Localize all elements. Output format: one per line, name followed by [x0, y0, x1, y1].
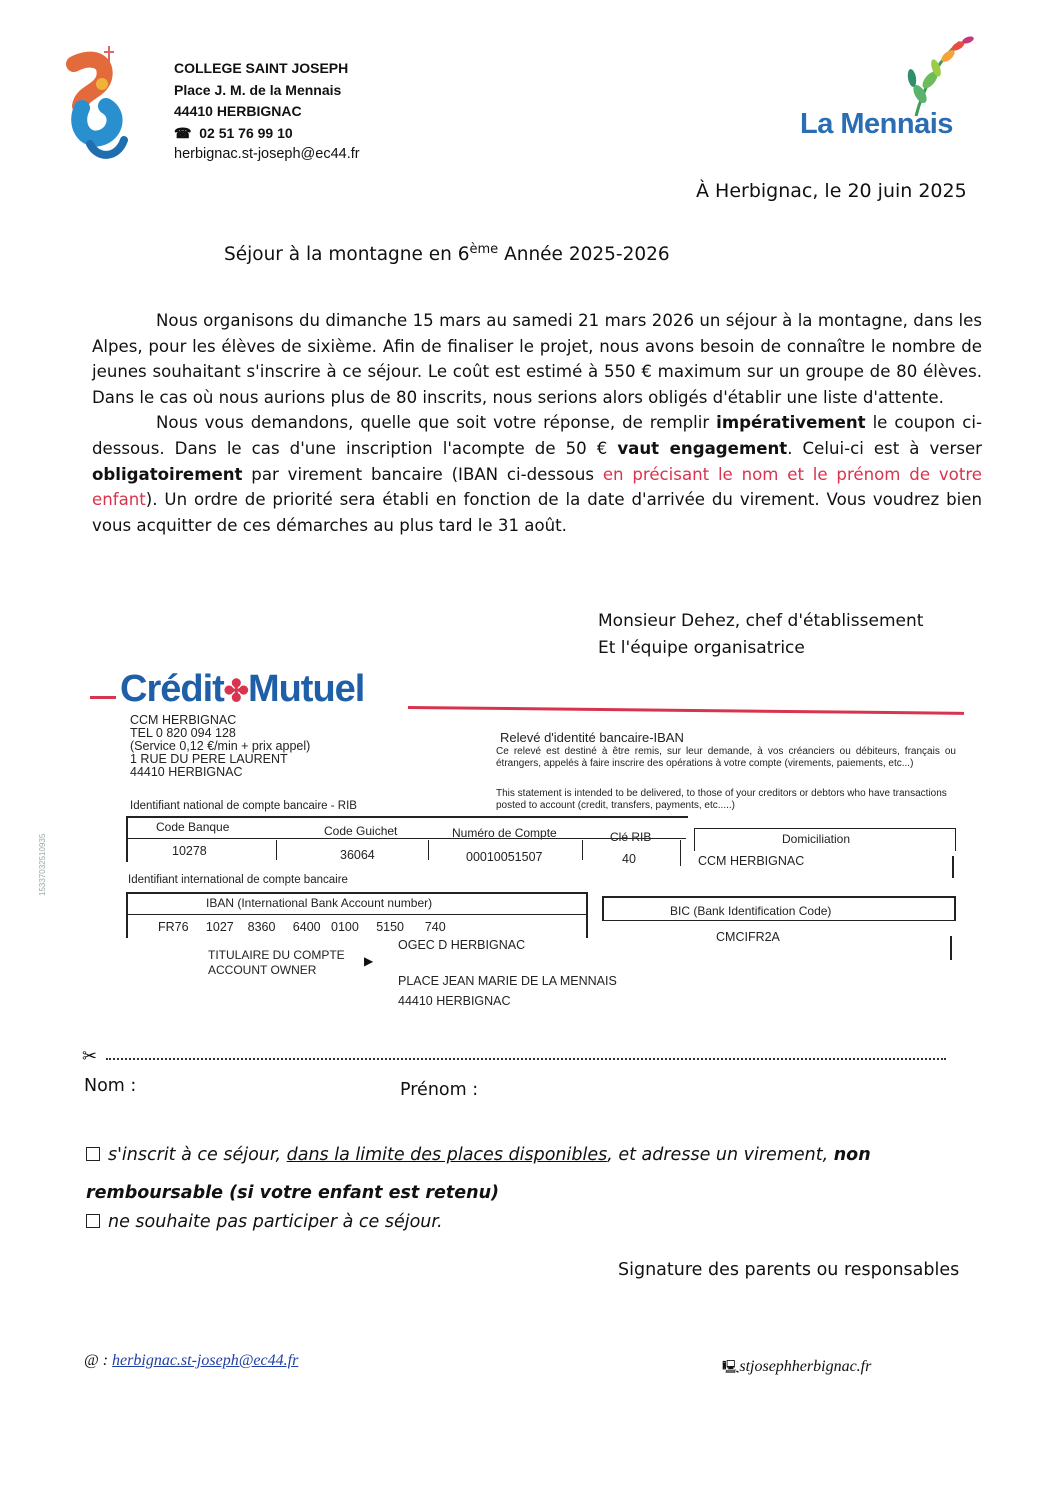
coupon-signature: Signature des parents ou responsables	[618, 1260, 960, 1280]
rib-col-sep-1	[276, 840, 277, 860]
footer-website-link[interactable]: stjosephherbignac.fr	[739, 1358, 872, 1375]
phone-icon: ☎	[174, 124, 192, 141]
footer-email: @ : herbignac.st-joseph@ec44.fr	[84, 1352, 299, 1369]
letter-body	[92, 308, 982, 538]
footer-email-link[interactable]: herbignac.st-joseph@ec44.fr	[112, 1352, 299, 1369]
val-code-guichet: 36064	[340, 848, 375, 862]
bic-value: CMCIFR2A	[716, 930, 780, 944]
owner-name: OGEC D HERBIGNAC	[398, 938, 526, 952]
school-email: herbignac.st-joseph@ec44.fr	[174, 146, 360, 162]
scissors-icon: ✂	[82, 1046, 98, 1067]
school-street: Place J. M. de la Mennais	[174, 81, 342, 98]
col-domiciliation: Domiciliation	[782, 832, 851, 846]
checkbox-inscription[interactable]	[86, 1147, 100, 1161]
school-address	[174, 58, 360, 166]
la-mennais-brand: La Mennais	[800, 108, 953, 140]
bic-right-edge	[950, 936, 952, 960]
owner-city: 44410 HERBIGNAC	[398, 994, 511, 1008]
coupon-nom-label: Nom :	[84, 1076, 137, 1096]
option-inscription[interactable]: s'inscrit à ce séjour, dans la limite des places disponibles, et adresse un virement, non remboursable (si votre enfant est retenu)	[86, 1145, 871, 1203]
col-code-guichet: Code Guichet	[324, 824, 398, 838]
bank-branch: CCM HERBIGNAC TEL 0 820 094 128 (Service 0,12 €/min + prix appel) 1 RUE DU PERE LAURENT 44410 HERBIGNAC	[130, 713, 311, 779]
owner-label: TITULAIRE DU COMPTE ACCOUNT OWNER	[208, 948, 345, 977]
val-numero-compte: 00010051507	[466, 850, 543, 864]
rib-divider	[126, 838, 686, 839]
rib-col-sep-3	[582, 840, 583, 860]
col-numero-compte: Numéro de Compte	[452, 826, 557, 840]
school-logo	[64, 44, 136, 168]
page-title: Séjour à la montagne en 6ème Année 2025-2026	[224, 242, 670, 266]
rib-label: Identifiant national de compte bancaire - RIB	[130, 800, 357, 812]
paragraph-1: Nous organisons du dimanche 15 mars au samedi 21 mars 2026 un séjour à la montagne, dans les Alpes, pour les élèves de sixième. Afin de finaliser le projet, nous avons besoin de connaître le nombre de jeunes souhaitant s'inscrire à ce séjour. Le coût est estimé à 550 € maximum sur un groupe de 80 élèves. Dans le cas où nous aurions plus de 80 inscrits, nous serions alors obligés d'établir une liste d'attente.	[92, 311, 982, 407]
owner-arrow-icon: ▶	[364, 954, 374, 968]
iban-divider	[126, 914, 586, 915]
val-domiciliation: CCM HERBIGNAC	[698, 854, 805, 868]
bank-logo-line-right	[408, 706, 964, 715]
school-phone: 02 51 76 99 10	[199, 124, 293, 141]
bank-logo-line-left	[90, 696, 116, 699]
domi-right-edge	[952, 856, 954, 878]
iban-value: FR76 1027 8360 6400 0100 5150 740	[158, 920, 446, 934]
col-code-banque: Code Banque	[156, 820, 230, 834]
val-code-banque: 10278	[172, 844, 207, 858]
paragraph-2: Nous vous demandons, quelle que soit votre réponse, de remplir impérativement le coupon ci-dessous. Dans le cas d'une inscription l'acompte de 50 € vaut engagement. Celui-ci est à verser obligatoirement par virement bancaire (IBAN ci-dessous en précisant le nom et le prénom de votre enfant). Un ordre de priorité sera établi en fonction de la date d'arrivée du virement. Vous voudrez bien vous acquitter de ces démarches au plus tard le 31 août.	[92, 413, 982, 535]
col-cle-rib: Clé RIB	[610, 830, 652, 844]
la-mennais-leaf-logo	[896, 32, 976, 118]
cut-line	[106, 1058, 946, 1060]
iban-title: IBAN (International Bank Account number)	[206, 896, 433, 910]
letter-signature: Monsieur Dehez, chef d'établissement Et l'équipe organisatrice	[598, 611, 924, 658]
date-line: À Herbignac, le 20 juin 2025	[696, 180, 967, 202]
bank-logo: Crédit✤Mutuel	[120, 668, 365, 710]
coupon-prenom-label: Prénom :	[400, 1080, 479, 1100]
iban-label: Identifiant international de compte bancaire	[128, 874, 348, 886]
rib-side-code: 15337032510935	[38, 833, 47, 896]
computer-icon: 🖳	[722, 1359, 740, 1374]
rib-col-sep-4	[680, 840, 681, 866]
school-name: COLLEGE SAINT JOSEPH	[174, 60, 349, 76]
rib-desc-fr: Ce relevé est destiné à être remis, sur leur demande, à vos créanciers ou débiteurs, français ou étrangers, appelés à faire inscrire des opérations à votre compte (virements, paiements, etc...)	[496, 746, 956, 769]
bic-title: BIC (Bank Identification Code)	[670, 904, 832, 918]
checkbox-refus[interactable]	[86, 1214, 100, 1228]
rib-heading: Relevé d'identité bancaire-IBAN	[500, 730, 684, 745]
bank-logo-icon: ✤	[223, 675, 248, 708]
option-refus[interactable]: ne souhaite pas participer à ce séjour.	[86, 1212, 443, 1232]
owner-street: PLACE JEAN MARIE DE LA MENNAIS	[398, 974, 617, 988]
rib-desc-en: This statement is intended to be delivered, to those of your creditors or debtors who have transactions posted to account (credit, transfers, payments, etc.....)	[496, 788, 947, 811]
rib-col-sep-2	[428, 840, 429, 860]
school-city: 44410 HERBIGNAC	[174, 103, 302, 119]
footer-website	[722, 1358, 871, 1380]
val-cle-rib: 40	[622, 852, 636, 866]
